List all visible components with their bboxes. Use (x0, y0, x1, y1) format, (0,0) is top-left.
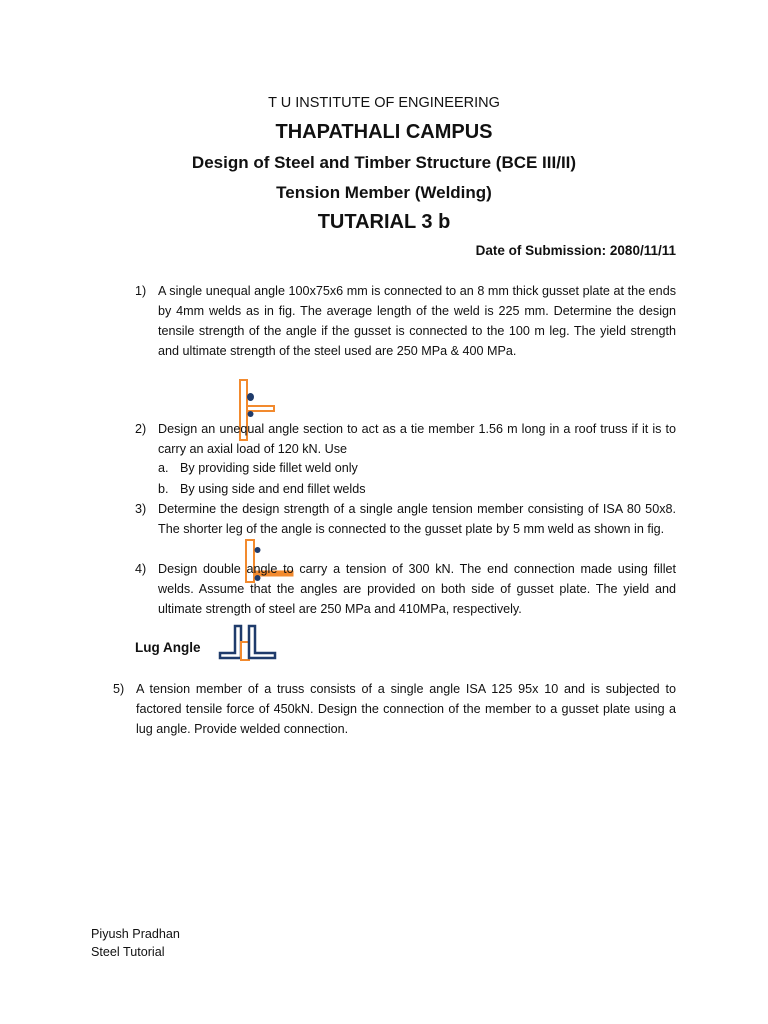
lug-angle-figure (216, 622, 280, 662)
subitem-b (158, 479, 366, 499)
footer-subject: Steel Tutorial (91, 945, 165, 959)
topic-title: Tension Member (Welding) (276, 183, 492, 202)
question-number: 5) (113, 682, 125, 696)
campus-name: THAPATHALI CAMPUS (275, 121, 493, 143)
question-number: 2) (135, 422, 147, 436)
question-number: 3) (135, 502, 147, 516)
lug-angle-heading: Lug Angle (135, 640, 201, 655)
subitem-text: By providing side fillet weld only (180, 461, 358, 475)
footer-author: Piyush Pradhan (91, 927, 180, 941)
question-4 (135, 559, 676, 619)
question-3 (135, 499, 676, 539)
question-text: Design an unequal angle section to act as a tie member 1.56 m long in a roof truss if it is to carry an axial load of 120 kN. Use (158, 422, 676, 456)
course-title: Design of Steel and Timber Structure (BCE III/II) (191, 153, 577, 172)
subitem-marker: b. (158, 482, 169, 496)
question-number: 4) (135, 562, 147, 576)
question-2 (135, 419, 676, 459)
question-text: Determine the design strength of a single angle tension member consisting of ISA 80 50x8. The shorter leg of the angle is connected to the gusset plate by 5 mm weld as shown in fig. (158, 502, 676, 536)
subitem-a (158, 458, 358, 478)
question-text: A tension member of a truss consists of a single angle ISA 125 95x 10 and is subjected to factored tensile force of 450kN. Design the connection of the member to a gusset plate using a lug angle. Provide welded connection. (136, 682, 676, 736)
submission-date: Date of Submission: 2080/11/11 (475, 243, 676, 258)
subitem-marker: a. (158, 461, 169, 475)
question-text: A single unequal angle 100x75x6 mm is connected to an 8 mm thick gusset plate at the ends by 4mm welds as in fig. The average length of the weld is 225 mm. Determine the design tensile strength of the angle if the gusset is connected to the 100 m leg. The yield strength and ultimate strength of the steel used are 250 MPa & 400 MPa. (158, 284, 676, 358)
question-1 (135, 281, 676, 361)
question-number: 1) (135, 284, 147, 298)
question-5 (113, 679, 676, 739)
tutorial-title: TUTARIAL 3 b (317, 211, 451, 233)
subitem-text: By using side and end fillet welds (180, 482, 366, 496)
institute-name: T U INSTITUTE OF ENGINEERING (268, 95, 500, 111)
question-text: Design double angle to carry a tension of 300 kN. The end connection made using fillet welds. Assume that the angles are provided on both side of gusset plate. The yield and ultimate strength of steel are 250 MPa and 410MPa, respectively. (158, 562, 676, 616)
